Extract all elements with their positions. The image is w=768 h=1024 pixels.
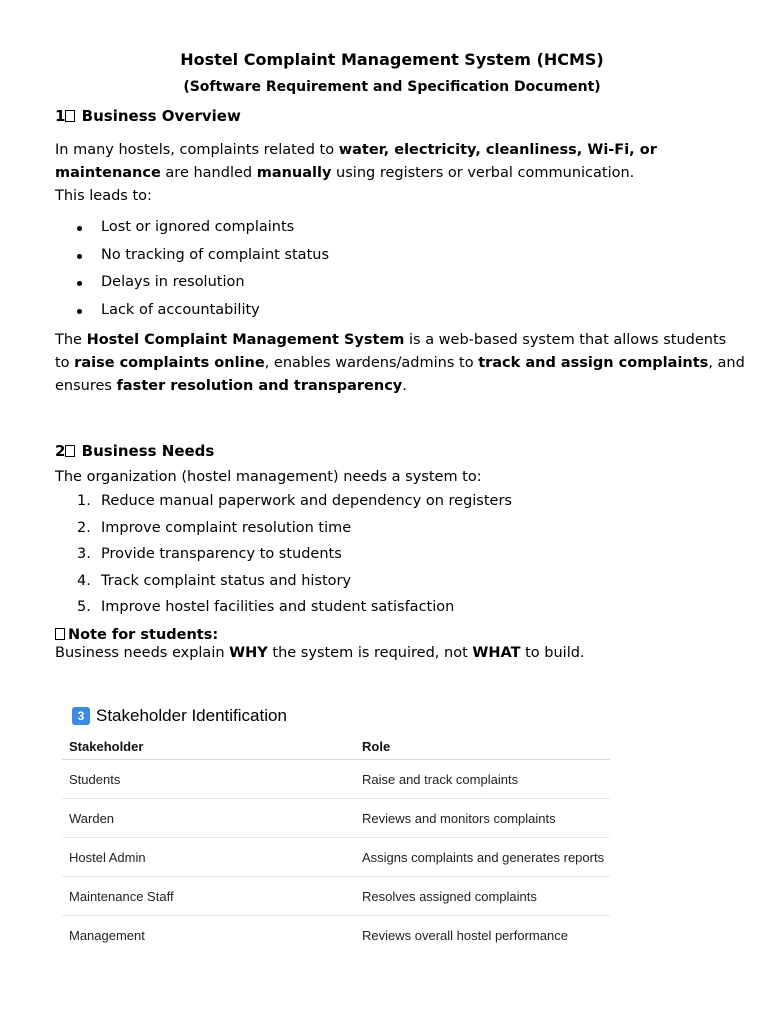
list-item <box>55 599 512 626</box>
text: are handled <box>160 165 257 181</box>
list-item <box>55 520 512 547</box>
text: using registers or verbal communication. <box>331 165 635 181</box>
list-item-text: Delays in resolution <box>101 274 245 290</box>
section-heading-business-needs <box>55 442 214 460</box>
list-item <box>55 247 329 275</box>
text-bold: raise complaints online <box>74 355 265 371</box>
needs-intro: The organization (hostel management) needs a system to: <box>55 469 482 485</box>
column-header-role: Role <box>362 738 391 754</box>
table-row <box>62 916 610 954</box>
document-subtitle: (Software Requirement and Specification Document) <box>183 79 601 95</box>
text: The <box>55 332 87 348</box>
note-body <box>55 645 585 661</box>
list-item <box>55 573 512 600</box>
role-cell: Reviews and monitors complaints <box>362 810 556 826</box>
list-item <box>55 493 512 520</box>
list-item <box>55 546 512 573</box>
table-row <box>62 799 610 838</box>
missing-glyph-icon <box>65 445 75 457</box>
list-item-text: Reduce manual paperwork and dependency on registers <box>101 493 512 509</box>
list-item-text: Improve hostel facilities and student satisfaction <box>101 599 455 616</box>
text: is a web-based system that allows students to <box>55 332 727 371</box>
list-number: 4. <box>77 572 91 589</box>
stakeholder-cell: Management <box>69 927 145 943</box>
list-item-text: Lost or ignored complaints <box>101 219 295 235</box>
missing-glyph-icon <box>65 110 75 122</box>
list-item-text: Provide transparency to students <box>101 546 342 563</box>
stakeholder-table <box>62 733 610 954</box>
list-item <box>55 219 329 247</box>
bullet-icon <box>77 281 82 286</box>
section-number: 1 <box>55 107 66 125</box>
list-number: 5. <box>77 599 91 616</box>
stakeholder-cell: Maintenance Staff <box>69 888 174 904</box>
number-badge-icon: 3 <box>72 707 90 725</box>
list-number: 3. <box>77 546 91 563</box>
text-bold: track and assign complaints <box>478 355 709 371</box>
table-row <box>62 877 610 916</box>
text-bold: water, electricity, cleanliness, Wi-Fi, or maintenance <box>55 142 657 181</box>
bullet-icon <box>77 226 82 231</box>
section-number: 2 <box>55 442 66 460</box>
note-heading <box>55 627 218 643</box>
list-item-text: Track complaint status and history <box>101 572 352 589</box>
note-heading-text: Note for students: <box>68 627 219 643</box>
stakeholder-heading <box>72 706 287 726</box>
text: to build. <box>520 645 585 661</box>
list-item-text: Lack of accountability <box>101 301 260 318</box>
list-number: 1. <box>77 493 91 509</box>
text: Business needs explain <box>55 645 230 661</box>
section-title: Stakeholder Identification <box>96 706 287 725</box>
table-row <box>62 838 610 877</box>
table-row <box>62 760 610 799</box>
bullet-icon <box>77 254 82 259</box>
text: the system is required, not <box>267 645 473 661</box>
text: , and ensures <box>55 355 745 394</box>
role-cell: Assigns complaints and generates reports <box>362 849 605 865</box>
text-bold: faster resolution and transparency <box>116 378 403 394</box>
list-item-text: Improve complaint resolution time <box>101 519 352 536</box>
role-cell: Resolves assigned complaints <box>362 888 537 904</box>
text: . <box>402 378 407 394</box>
section-title: Business Overview <box>81 107 241 125</box>
list-number: 2. <box>77 519 91 536</box>
stakeholder-cell: Students <box>69 771 121 787</box>
list-item <box>55 302 329 330</box>
table-header <box>62 733 610 760</box>
document-title: Hostel Complaint Management System (HCMS) <box>180 50 604 69</box>
stakeholder-cell: Warden <box>69 810 115 826</box>
list-item-text: No tracking of complaint status <box>101 246 329 263</box>
leads-to-text: This leads to: <box>55 188 152 204</box>
text-bold: WHY <box>229 645 268 661</box>
section-title: Business Needs <box>81 442 215 460</box>
missing-glyph-icon <box>55 628 65 640</box>
text: , enables wardens/admins to <box>264 355 479 371</box>
text-bold: manually <box>256 165 332 181</box>
overview-paragraph <box>55 139 745 208</box>
text: In many hostels, complaints related to <box>55 142 339 158</box>
column-header-stakeholder: Stakeholder <box>69 738 144 754</box>
system-description-paragraph <box>55 329 745 398</box>
stakeholder-cell: Hostel Admin <box>69 849 146 865</box>
list-item <box>55 274 329 302</box>
bullet-icon <box>77 309 82 314</box>
role-cell: Reviews overall hostel performance <box>362 927 568 943</box>
needs-list <box>55 493 512 626</box>
role-cell: Raise and track complaints <box>362 771 519 787</box>
text-bold: Hostel Complaint Management System <box>86 332 405 348</box>
text-bold: WHAT <box>472 645 521 661</box>
problem-list <box>55 219 329 329</box>
section-heading-business-overview <box>55 107 241 125</box>
